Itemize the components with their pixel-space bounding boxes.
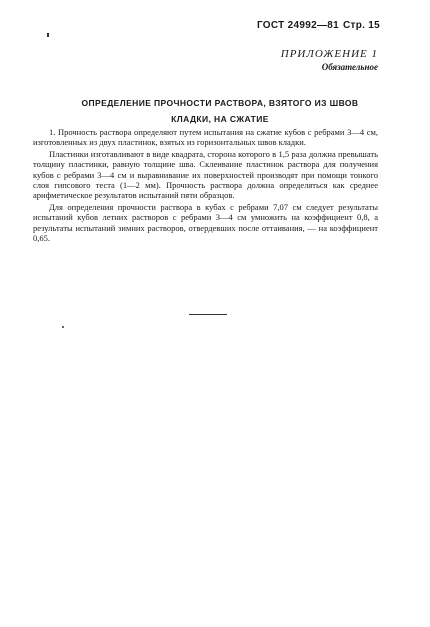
paragraph-3: Для определения прочности раствора в кубах с ребрами 7,07 см следует результаты испытаний кубов летних растворов с ребрами 3—4 см умножить на коэффициент 0,8, а результаты испытаний зимних растворов, отвердевших после оттаивания, — на коэффициент 0,65. <box>33 201 378 244</box>
document-title-line-2: КЛАДКИ, НА СЖАТИЕ <box>171 114 269 124</box>
paragraph-1: 1. Прочность раствора определяют путем испытания на сжатие кубов с ребрами 3—4 см, изготовленных из двух пластинок, взятых из горизонтальных швов кладки. <box>33 127 378 148</box>
document-title <box>60 95 380 127</box>
margin-dot <box>62 326 64 328</box>
standard-number: ГОСТ 24992—81 <box>256 20 339 31</box>
appendix-block <box>281 47 378 74</box>
page-header <box>257 20 380 31</box>
margin-mark <box>47 33 49 37</box>
page-number: Стр. 15 <box>342 20 380 31</box>
document-title-line-1: ОПРЕДЕЛЕНИЕ ПРОЧНОСТИ РАСТВОРА, ВЗЯТОГО ИЗ ШВОВ <box>81 98 359 108</box>
appendix-title: ПРИЛОЖЕНИЕ 1 <box>280 48 378 60</box>
end-divider <box>189 314 227 315</box>
appendix-status: Обязательное <box>321 62 378 72</box>
paragraph-2: Пластинки изготавливают в виде квадрата, сторона которого в 1,5 раза должна превышать толщину пластинки, равную толщине шва. Склеивание пластинок раствора для получения кубов с ребрами 3—4 см и выравнивание их поверхностей производят при помощи тонкого слоя гипсового теста (1—2 мм). Прочность раствора должна определяться как среднее арифметическое результатов испытаний пяти образцов. <box>33 148 378 201</box>
body-text <box>33 127 378 244</box>
